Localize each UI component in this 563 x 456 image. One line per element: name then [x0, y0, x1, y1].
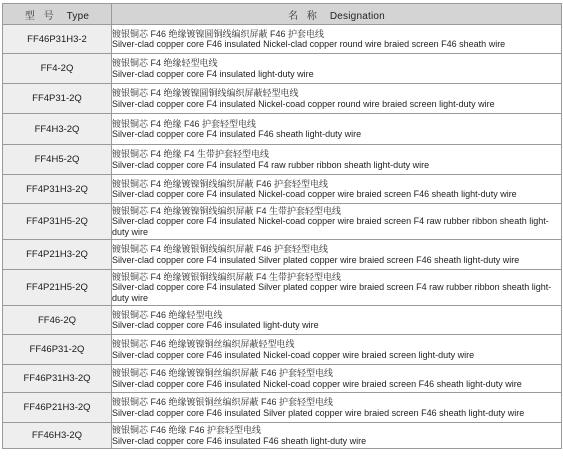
- designation-cn: 镀银铜芯 F4 绝缘轻型电线: [112, 58, 218, 68]
- table-row: [3, 25, 562, 54]
- designation-en: Silver-clad copper core F46 insulated Nickel-clad copper round wire braied screen F46 sheath wire: [112, 39, 506, 49]
- designation-cell: [112, 114, 562, 145]
- designation-cn: 镀银铜芯 F46 绝缘镀镍圆铜线编织屏蔽 F46 护套电线: [112, 28, 325, 39]
- designation-cn: 镀银铜芯 F4 绝缘镀银铜线编织屏蔽 F46 护套轻型电线: [112, 244, 329, 254]
- table-row: [3, 306, 562, 335]
- designation-en: Silver-clad copper core F46 insulated Nickel-coad copper wire braied screen F46 sheath light-duty wire: [112, 378, 522, 389]
- designation-en: Silver-clad copper core F4 insulated Silver plated copper wire braied screen F4 raw rubber ribbon sheath light-duty wire: [112, 282, 552, 303]
- type-cell: FF4P31H3-2Q: [3, 175, 112, 204]
- designation-cn: 镀银铜芯 F46 绝缘镀银铜丝编织屏蔽 F46 护套轻型电线: [112, 397, 334, 407]
- designation-en: Silver-clad copper core F4 insulated Nickel-coad copper round wire braied screen light-duty wire: [112, 98, 495, 109]
- designation-header-cn: 名 称: [288, 10, 320, 22]
- type-cell: FF4-2Q: [3, 54, 112, 84]
- designation-en: Silver-clad copper core F4 insulated F46 sheath light-duty wire: [112, 129, 362, 139]
- designation-cn: 镀银铜芯 F4 绝缘 F46 护套轻型电线: [112, 118, 257, 129]
- type-column-header: [3, 4, 112, 25]
- designation-cell: [112, 240, 562, 270]
- designation-en: Silver-clad copper core F46 insulated light-duty wire: [112, 320, 319, 330]
- designation-cn: 镀银铜芯 F4 绝缘 F4 生带护套轻型电线: [112, 149, 270, 159]
- designation-column-header: [112, 4, 562, 25]
- designation-cell: [112, 145, 562, 175]
- designation-cn: 镀银铜芯 F4 绝缘镀镍铜线编织屏蔽 F4 生带护套轻型电线: [112, 205, 342, 216]
- designation-header-en: Designation: [329, 10, 385, 22]
- designation-cn: 镀银铜芯 F46 绝缘 F46 护套轻型电线: [112, 425, 262, 435]
- table-row: [3, 240, 562, 270]
- designation-cn: 镀银铜芯 F4 绝缘镀镍铜线编织屏蔽 F46 护套轻型电线: [112, 178, 329, 189]
- type-cell: FF46H3-2Q: [3, 423, 112, 449]
- table-row: [3, 335, 562, 365]
- designation-cell: [112, 365, 562, 393]
- designation-cn: 镀银铜芯 F4 绝缘镀镍圆铜线编织屏蔽轻型电线: [112, 88, 299, 98]
- designation-cn: 镀银铜芯 F4 绝缘镀银铜线编织屏蔽 F4 生带护套轻型电线: [112, 271, 342, 282]
- designation-cell: [112, 393, 562, 423]
- type-cell: FF46P31H3-2: [3, 25, 112, 54]
- designation-en: Silver-clad copper core F4 insulated F4 raw rubber ribbon sheath light-duty wire: [112, 159, 430, 170]
- type-cell: FF4P21H5-2Q: [3, 270, 112, 306]
- table-row: [3, 114, 562, 145]
- type-header-cn: 型 号: [24, 10, 57, 22]
- wire-spec-table: [2, 3, 562, 449]
- table-row: [3, 270, 562, 306]
- designation-en: Silver-clad copper core F4 insulated Nickel-coad copper wire braied screen F46 sheath light-duty wire: [112, 189, 517, 199]
- designation-cell: [112, 54, 562, 84]
- type-cell: FF46P31H3-2Q: [3, 365, 112, 393]
- type-cell: FF4P31H5-2Q: [3, 204, 112, 240]
- type-cell: FF46-2Q: [3, 306, 112, 335]
- type-cell: FF4H5-2Q: [3, 145, 112, 175]
- table-row: [3, 204, 562, 240]
- designation-cell: [112, 335, 562, 365]
- designation-cell: [112, 175, 562, 204]
- designation-cn: 镀银铜芯 F46 绝缘镀镍铜丝编织屏蔽轻型电线: [112, 339, 295, 349]
- type-cell: FF46P31-2Q: [3, 335, 112, 365]
- designation-cell: [112, 306, 562, 335]
- designation-cell: [112, 423, 562, 449]
- type-header-en: Type: [66, 10, 90, 22]
- designation-en: Silver-clad copper core F46 insulated F46 sheath light-duty wire: [112, 435, 367, 446]
- designation-en: Silver-clad copper core F46 insulated Silver plated copper wire braied screen F46 sheath light-duty wire: [112, 407, 525, 418]
- type-cell: FF4P21H3-2Q: [3, 240, 112, 270]
- designation-en: Silver-clad copper core F4 insulated light-duty wire: [112, 68, 314, 79]
- designation-cell: [112, 270, 562, 306]
- designation-cell: [112, 204, 562, 240]
- designation-en: Silver-clad copper core F46 insulated Nickel-coad copper wire braied screen light-duty wire: [112, 349, 475, 360]
- header-row: [3, 4, 562, 25]
- table-row: [3, 393, 562, 423]
- table-row: [3, 54, 562, 84]
- type-cell: FF4P31-2Q: [3, 84, 112, 114]
- type-cell: FF46P21H3-2Q: [3, 393, 112, 423]
- type-cell: FF4H3-2Q: [3, 114, 112, 145]
- designation-cn: 镀银铜芯 F46 绝缘轻型电线: [112, 309, 223, 320]
- designation-cn: 镀银铜芯 F46 绝缘镀镍铜丝编织屏蔽 F46 护套轻型电线: [112, 368, 334, 378]
- table-row: [3, 365, 562, 393]
- designation-en: Silver-clad copper core F4 insulated Silver plated copper wire braied screen F46 sheath light-duty wire: [112, 254, 520, 265]
- table-row: [3, 145, 562, 175]
- designation-cell: [112, 84, 562, 114]
- designation-cell: [112, 25, 562, 54]
- table-row: [3, 423, 562, 449]
- table-row: [3, 84, 562, 114]
- spec-table-container: [2, 3, 561, 455]
- table-row: [3, 175, 562, 204]
- designation-en: Silver-clad copper core F4 insulated Nickel-coad copper wire braied screen F4 raw rubber ribbon sheath light-duty wire: [112, 216, 549, 237]
